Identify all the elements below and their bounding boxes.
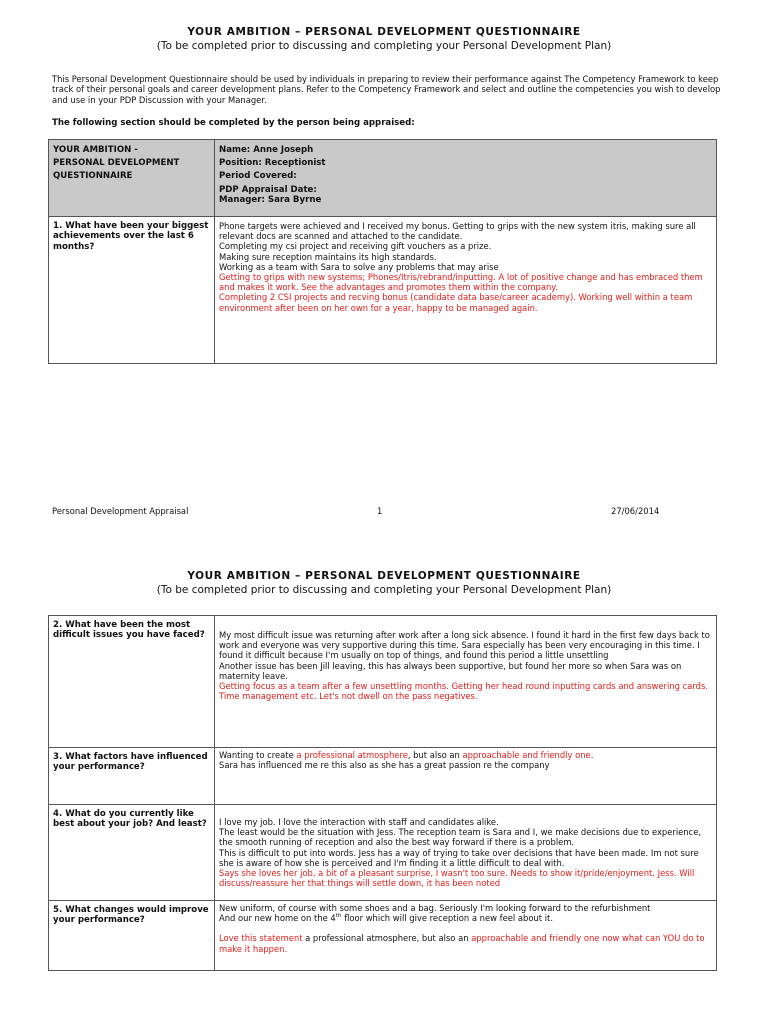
page-number: 1 — [377, 506, 383, 516]
question-5-answer — [215, 901, 717, 971]
intro-paragraph: This Personal Development Questionnaire should be used by individuals in preparing to review their performance against The Competency Framework to keep track of their personal goals and career development plans. Refer to the Competency Framework and select and outline the competencies you wish to develop and use in your PDP Discussion with your Manager. — [52, 74, 721, 105]
answer-line: Working as a team with Sara to solve any problems that may arise — [219, 261, 499, 272]
answer-text: Wanting to create — [219, 750, 297, 760]
manager-comment-text: approachable and friendly one now what can YOU do to make it happen. — [219, 933, 705, 954]
answer-line: Phone targets were achieved and I received my bonus. Getting to grips with the new system itris, making sure all relevant docs are scanned and attached to the candidate. — [219, 221, 696, 242]
quoted-text: a professional atmosphere — [305, 933, 417, 944]
header-details-cell — [215, 140, 717, 217]
question-4-label: 4. What do you currently like best about your job? And least? — [49, 805, 215, 901]
manager-name: Manager: Sara Byrne — [219, 194, 322, 205]
answer-line: The least would be the situation with Jess. The reception team is Sara and I, we make decisions due to experience, the smooth running of reception and also the best way forward if there is a problem. — [219, 827, 702, 848]
appraisal-table-page2 — [48, 615, 717, 971]
page-subtitle: (To be completed prior to discussing and completing your Personal Development Plan) — [156, 584, 612, 596]
header-label-line: PERSONAL DEVELOPMENT — [53, 158, 180, 169]
answer-line: Another issue has been Jill leaving, this has always been supportive, but found her more so when Sara was on maternity leave. — [219, 660, 682, 681]
manager-highlight: a professional atmosphere — [296, 750, 408, 760]
period-covered: Period Covered: — [219, 171, 297, 182]
question-1-label: 1. What have been your biggest achievements over the last 6 months? — [49, 217, 215, 364]
question-3-answer — [215, 748, 717, 805]
manager-comment: Completing 2 CSI projects and recving bonus (candidate data base/career academy). Working well within a team environment after been on her own for a year, happy to be managed again. — [219, 292, 693, 313]
answer-line — [219, 750, 712, 760]
answer-line: Making sure reception maintains its high standards. — [219, 251, 437, 262]
question-3-label: 3. What factors have influenced your performance? — [49, 748, 215, 805]
quoted-text: , but also an — [416, 933, 472, 944]
answer-line: I love my job. I love the interaction with staff and candidates alike. — [219, 817, 499, 827]
answer-line: This is difficult to put into words. Jess has a way of trying to take over decisions that have been made. Im not sure she is aware of how she is perceived and I'm finding it a little difficult to deal with. — [219, 847, 699, 868]
appraisal-table-page1 — [48, 139, 717, 364]
header-label-cell — [49, 140, 215, 217]
section-heading: The following section should be completed by the person being appraised: — [52, 118, 415, 128]
manager-comment: Getting to grips with new systems; Phones/Itris/rebrand/inputting. A lot of positive change and has embraced them and makes it work. See the advantages and promotes them within the company. — [219, 272, 703, 293]
question-2-label: 2. What have been the most difficult issues you have faced? — [49, 616, 215, 748]
answer-line: Completing my csi project and receiving gift vouchers as a prize. — [219, 241, 492, 252]
header-label-line: QUESTIONNAIRE — [53, 171, 133, 182]
manager-comment: Getting focus as a team after a few unsettling months. Getting her head round inputting cards and answering cards. Time management etc. Let's not dwell on the pass negatives. — [219, 681, 708, 702]
manager-highlight: approachable and friendly one — [462, 750, 591, 760]
footer-date: 27/06/2014 — [611, 506, 660, 516]
manager-comment — [219, 933, 712, 953]
page-title: YOUR AMBITION – PERSONAL DEVELOPMENT QUESTIONNAIRE — [187, 26, 581, 38]
employee-position: Position: Receptionist — [219, 158, 326, 169]
question-1-answer — [215, 217, 717, 364]
answer-text: And our new home on the 4 — [219, 913, 336, 924]
answer-line: Sara has influenced me re this also as she has a great passion re the company — [219, 760, 550, 771]
answer-line: New uniform, of course with some shoes and a bag. Seriously I'm looking forward to the refurbishment — [219, 903, 651, 913]
answer-text: floor which will give reception a new feel about it. — [341, 913, 553, 924]
pdp-appraisal-date: PDP Appraisal Date: — [219, 184, 317, 195]
header-label-line: YOUR AMBITION - — [53, 145, 138, 155]
manager-comment-text: Love this statement — [219, 933, 306, 944]
question-4-answer — [215, 805, 717, 901]
ordinal-suffix: th — [335, 913, 342, 920]
employee-name: Name: Anne Joseph — [219, 145, 314, 155]
answer-line — [219, 913, 712, 923]
question-2-answer — [215, 616, 717, 748]
answer-text: . — [590, 750, 594, 760]
page-subtitle: (To be completed prior to discussing and completing your Personal Development Plan) — [156, 40, 612, 52]
footer-left-text: Personal Development Appraisal — [52, 506, 189, 516]
page-title: YOUR AMBITION – PERSONAL DEVELOPMENT QUESTIONNAIRE — [187, 570, 581, 582]
question-5-label: 5. What changes would improve your performance? — [49, 901, 215, 971]
answer-text: , but also an — [407, 750, 463, 760]
manager-comment: Says she loves her job, a bit of a pleasant surprise, I wasn't too sure. Needs to show it/pride/enjoyment. Jess. Will discuss/reassure her that things will settle down, it has been noted — [219, 868, 695, 889]
answer-line: My most difficult issue was returning after work after a long sick absence. I found it hard in the first few days back to work and everyone was very supportive during this time. Sara especially has been very encouraging in this time. I found it difficult because I'm usually on top of things, and found this period a little unsettling — [219, 630, 710, 661]
